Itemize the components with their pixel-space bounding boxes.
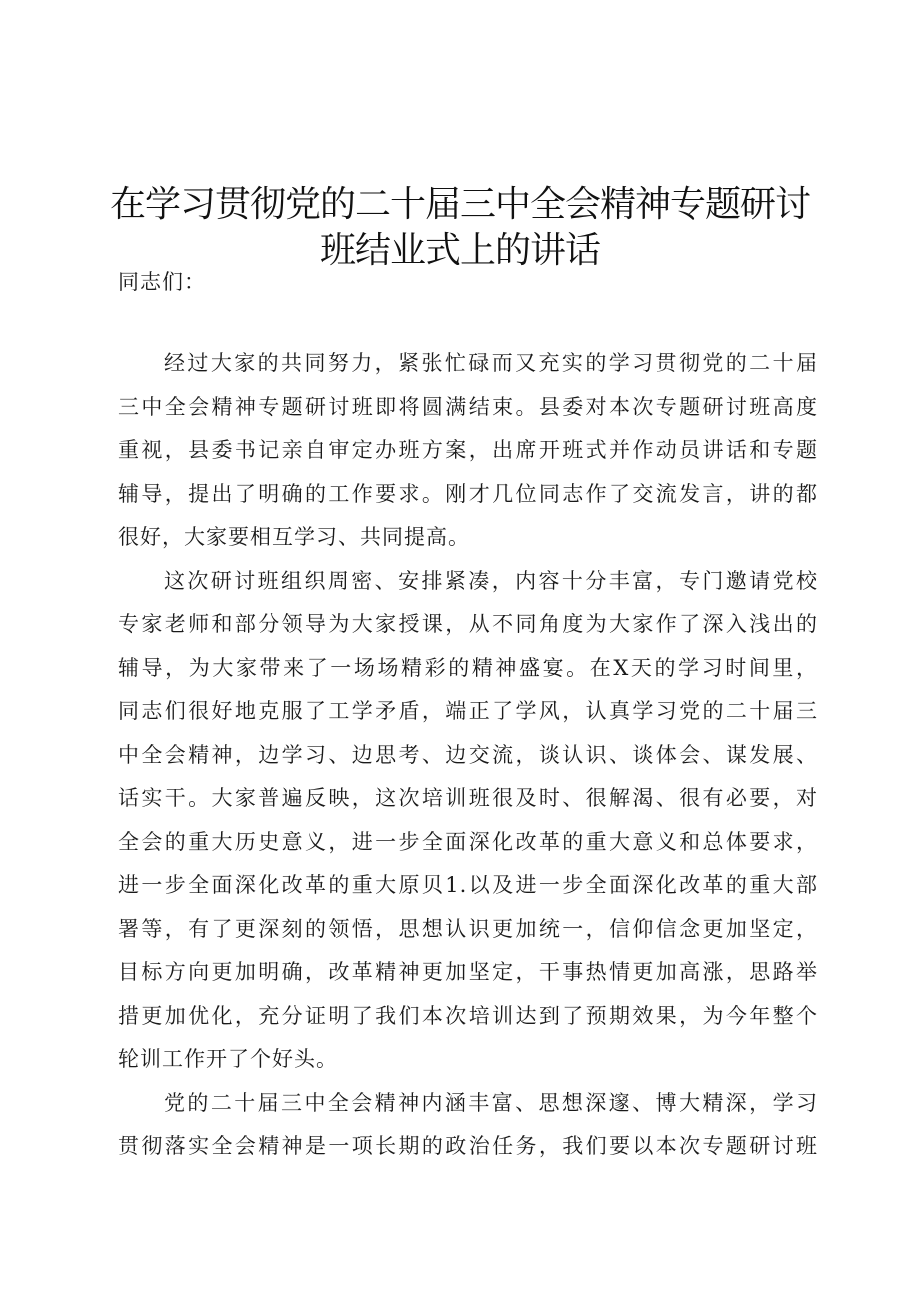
text-line: 目标方向更加明确，改革精神更加坚定，干事热情更加高涨，思路举 bbox=[118, 960, 818, 984]
document-body bbox=[118, 264, 818, 1169]
paragraph bbox=[118, 560, 818, 1082]
title-line: 在学习贯彻党的二十届三中全会精神专题研讨 bbox=[109, 184, 810, 226]
text-line: 很好，大家要相互学习、共同提高。 bbox=[118, 525, 470, 549]
salutation: 同志们： bbox=[118, 270, 206, 294]
text-line: 中全会精神，边学习、边思考、边交流，谈认识、谈体会、谋发展、 bbox=[118, 742, 818, 767]
text-line: 措更加优化，充分证明了我们本次培训达到了预期效果，为今年整个 bbox=[118, 1003, 818, 1028]
text-line: 辅导，提出了明确的工作要求。刚才几位同志作了交流发言，讲的都 bbox=[118, 481, 818, 506]
title-line: 班结业式上的讲话 bbox=[319, 230, 600, 272]
text-line: 这次研讨班组织周密、安排紧凑，内容十分丰富，专门邀请党校 bbox=[164, 568, 818, 593]
text-line: 进一步全面深化改革的重大原贝1.以及进一步全面深化改革的重大部 bbox=[118, 873, 818, 897]
text-line: 署等，有了更深刻的领悟，思想认识更加统一，信仰信念更加坚定， bbox=[118, 916, 818, 941]
text-line: 辅导，为大家带来了一场场精彩的精神盛宴。在X天的学习时间里， bbox=[118, 655, 818, 680]
text-line: 三中全会精神专题研讨班即将圆满结束。县委对本次专题研讨班高度 bbox=[118, 394, 818, 419]
text-line: 贯彻落实全会精神是一项长期的政治任务，我们要以本次专题研讨班 bbox=[118, 1134, 818, 1158]
text-line: 党的二十届三中全会精神内涵丰富、思想深邃、博大精深，学习 bbox=[164, 1090, 818, 1115]
text-line: 同志们很好地克服了工学矛盾，端正了学风，认真学习党的二十届三 bbox=[118, 699, 818, 723]
document-title bbox=[90, 182, 830, 274]
text-line: 话实干。大家普遍反映，这次培训班很及时、很解渴、很有必要，对 bbox=[118, 786, 818, 810]
paragraph bbox=[118, 342, 818, 560]
text-line: 重视，县委书记亲自审定办班方案，出席开班式并作动员讲话和专题 bbox=[118, 438, 818, 462]
text-line: 轮训工作开了个好头。 bbox=[118, 1047, 338, 1071]
text-line: 全会的重大历史意义，进一步全面深化改革的重大意义和总体要求， bbox=[118, 829, 818, 854]
paragraph bbox=[118, 1082, 818, 1169]
text-line: 专家老师和部分领导为大家授课，从不同角度为大家作了深入浅出的 bbox=[118, 612, 818, 636]
text-line: 经过大家的共同努力，紧张忙碌而又充实的学习贯彻党的二十届 bbox=[164, 351, 818, 375]
